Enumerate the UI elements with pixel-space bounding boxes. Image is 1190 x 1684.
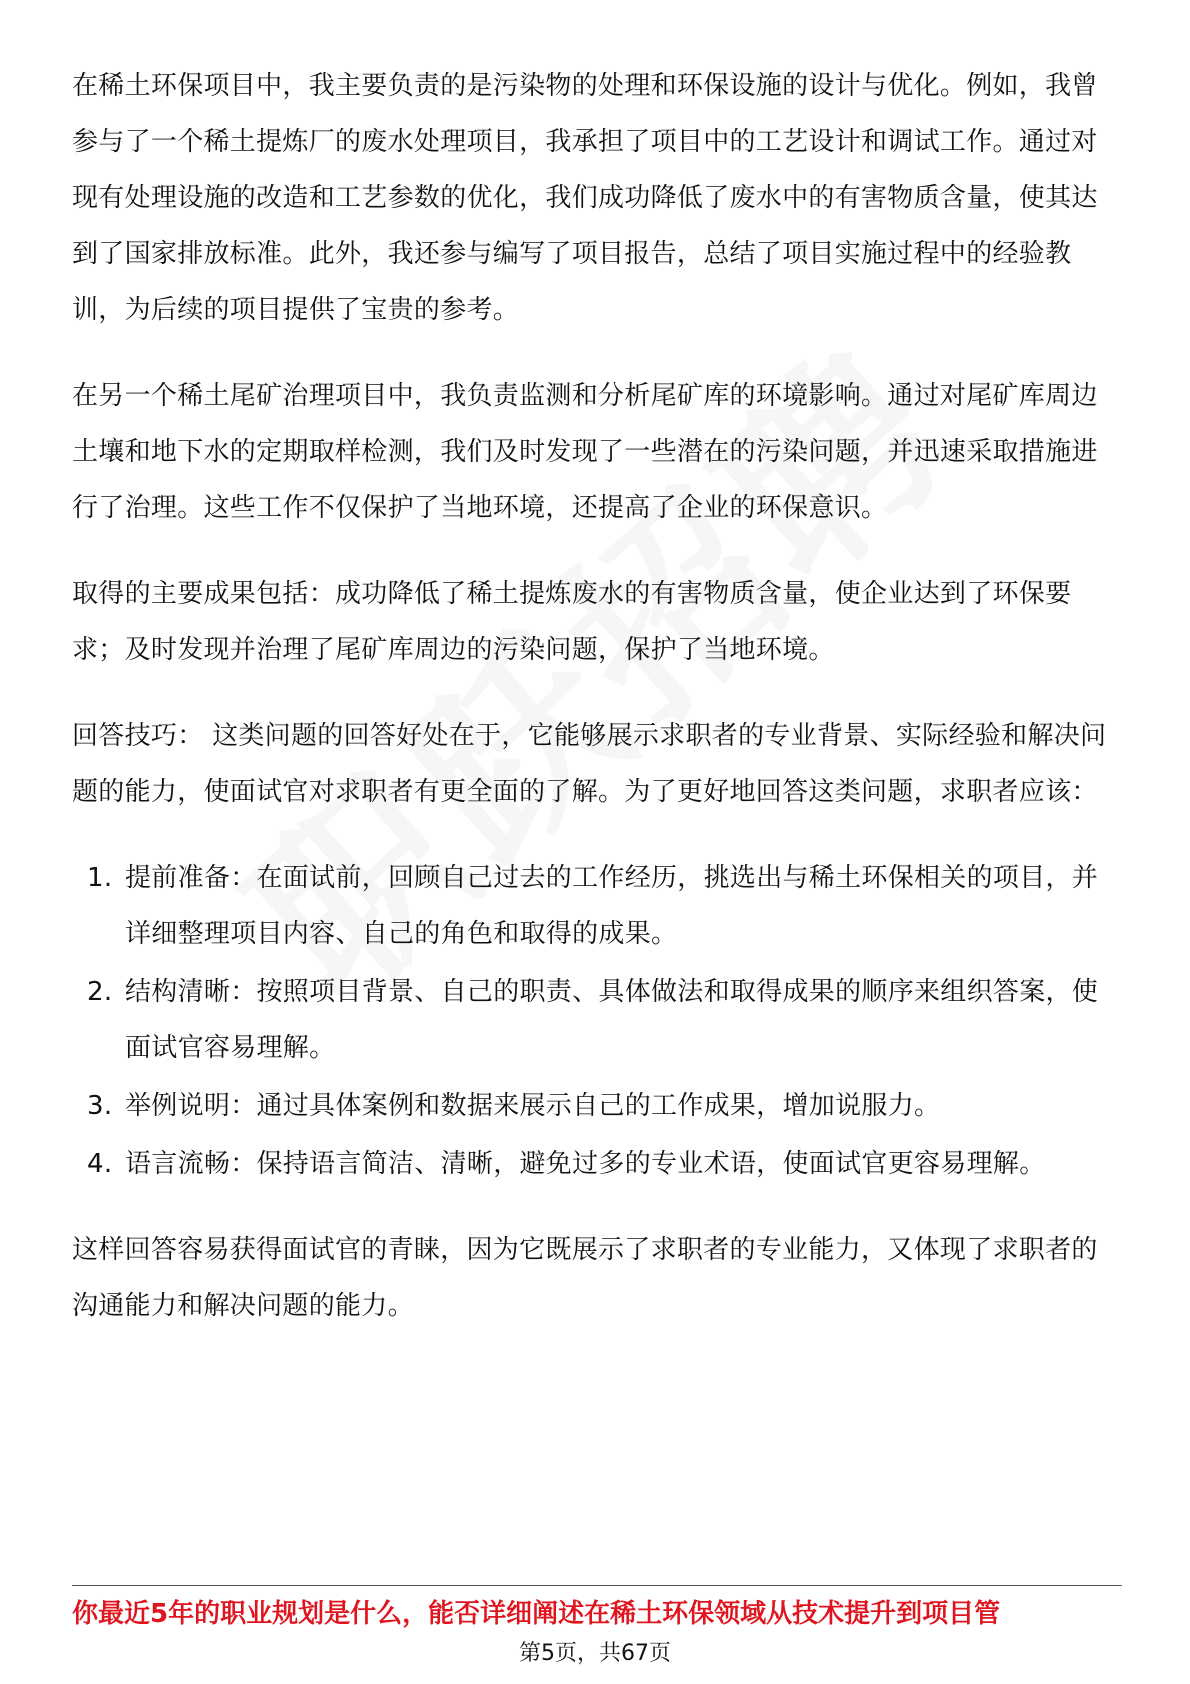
section-divider: [72, 1585, 1122, 1586]
paragraph-achievements: 取得的主要成果包括：成功降低了稀土提炼废水的有害物质含量，使企业达到了环保要求；及时发现并治理了尾矿库周边的污染问题，保护了当地环境。: [72, 579, 1072, 665]
next-question-heading: 你最近5年的职业规划是什么，能否详细阐述在稀土环保领域从技术提升到项目管: [72, 1599, 1001, 1629]
list-item-text: 结构清晰：按照项目背景、自己的职责、具体做法和取得成果的顺序来组织答案，使面试官容易理解。: [125, 977, 1099, 1063]
list-item-text: 提前准备：在面试前，回顾自己过去的工作经历，挑选出与稀土环保相关的项目，并详细整理项目内容、自己的角色和取得的成果。: [125, 863, 1099, 949]
list-item: [72, 1078, 1122, 1134]
paragraph-answer-tips: 回答技巧： 这类问题的回答好处在于，它能够展示求职者的专业背景、实际经验和解决问题的能力，使面试官对求职者有更全面的了解。为了更好地回答这类问题，求职者应该：: [72, 721, 1107, 807]
list-item-text: 语言流畅：保持语言简洁、清晰，避免过多的专业术语，使面试官更容易理解。: [125, 1149, 1046, 1179]
list-item-number: 1.: [87, 863, 113, 893]
tips-list: [72, 850, 1122, 1192]
content-body: [72, 58, 1122, 1364]
list-item-number: 3.: [87, 1091, 113, 1121]
paragraph-tailings-project: 在另一个稀土尾矿治理项目中，我负责监测和分析尾矿库的环境影响。通过对尾矿库周边土壤和地下水的定期取样检测，我们及时发现了一些潜在的污染问题，并迅速采取措施进行了治理。这些工作不仅保护了当地环境，还提高了企业的环保意识。: [72, 381, 1098, 523]
page-number: 第5页，共67页: [519, 1641, 671, 1666]
list-item-number: 4.: [87, 1149, 113, 1179]
list-item: [72, 964, 1122, 1076]
paragraph-project-experience: 在稀土环保项目中，我主要负责的是污染物的处理和环保设施的设计与优化。例如，我曾参与了一个稀土提炼厂的废水处理项目，我承担了项目中的工艺设计和调试工作。通过对现有处理设施的改造和工艺参数的优化，我们成功降低了废水中的有害物质含量，使其达到了国家排放标准。此外，我还参与编写了项目报告，总结了项目实施过程中的经验教训，为后续的项目提供了宝贵的参考。: [72, 71, 1098, 325]
list-item-text: 举例说明：通过具体案例和数据来展示自己的工作成果，增加说服力。: [125, 1091, 941, 1121]
paragraph-closing: 这样回答容易获得面试官的青睐，因为它既展示了求职者的专业能力，又体现了求职者的沟通能力和解决问题的能力。: [72, 1235, 1098, 1321]
list-item-number: 2.: [87, 977, 113, 1007]
list-item: [72, 1136, 1122, 1192]
list-item: [72, 850, 1122, 962]
